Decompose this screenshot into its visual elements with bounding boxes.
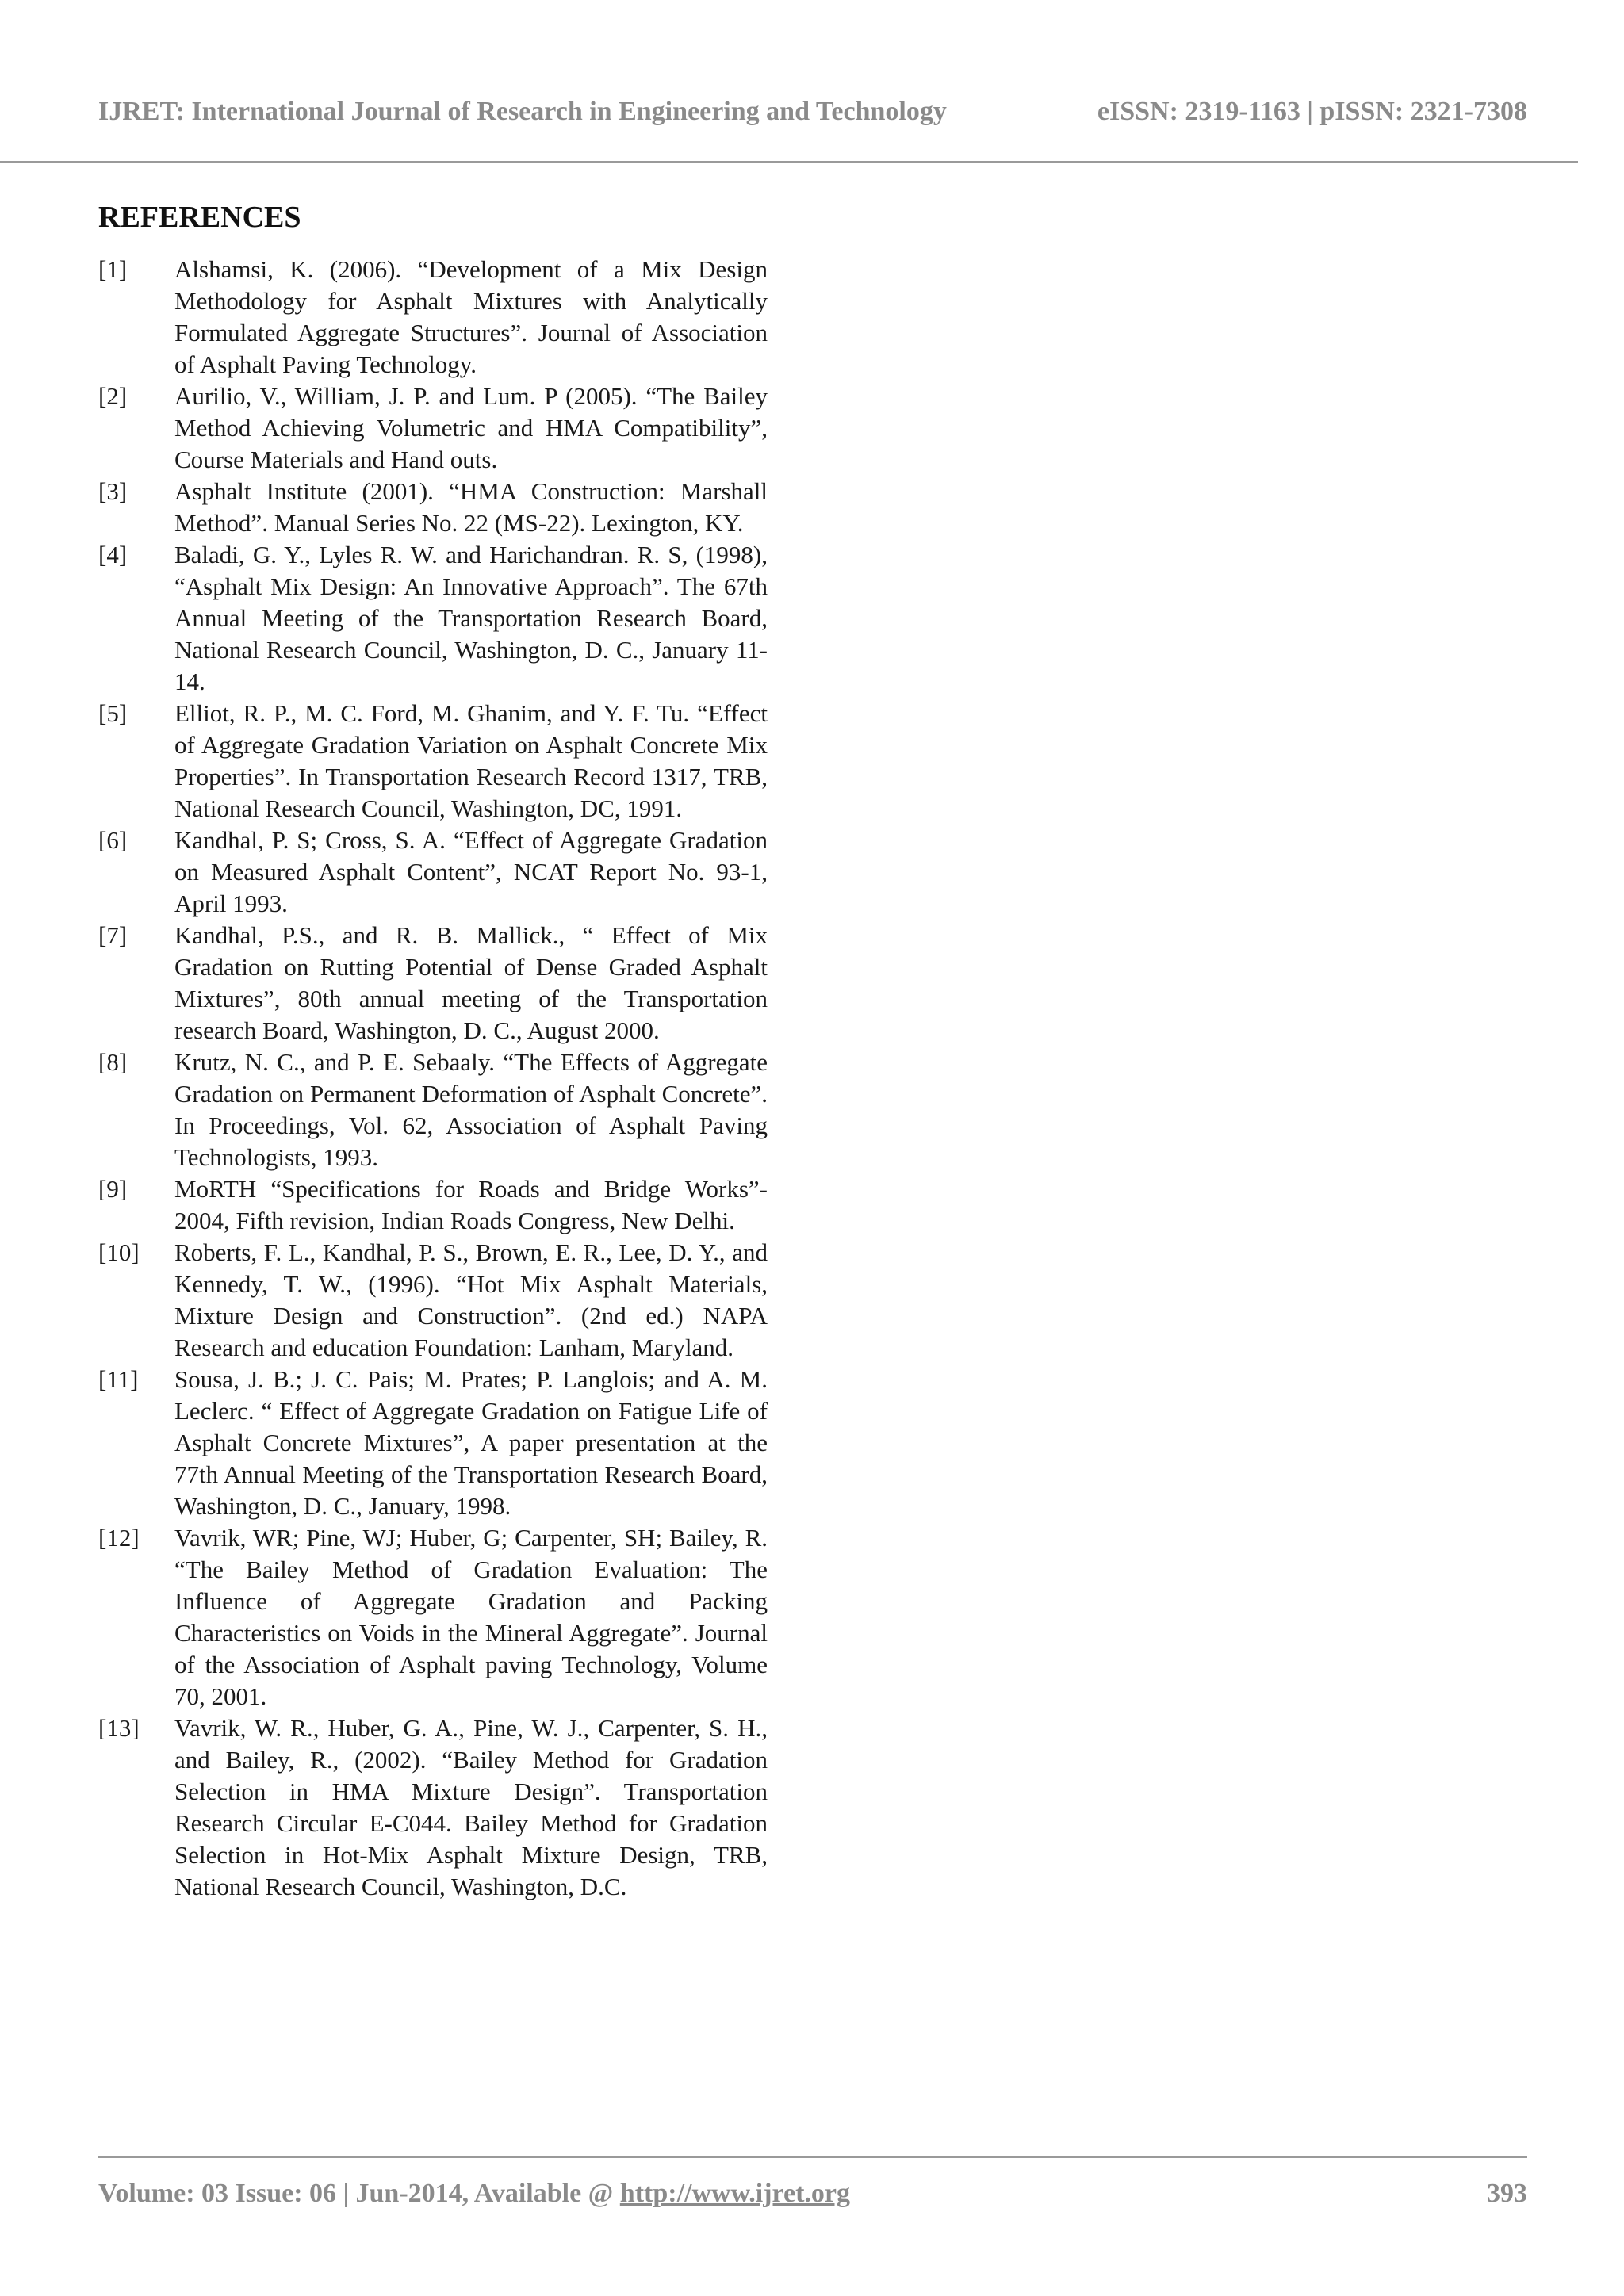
reference-item bbox=[98, 1237, 768, 1364]
reference-number: [6] bbox=[98, 826, 128, 854]
header-divider bbox=[0, 161, 1578, 163]
reference-number: [5] bbox=[98, 699, 128, 727]
reference-text: Alshamsi, K. (2006). “Development of a Mix Design Methodology for Asphalt Mixtures with Analytically Formulated Aggregate Structures”. Journal of Association of Asphalt Paving Technology. bbox=[174, 255, 768, 378]
reference-number: [1] bbox=[98, 255, 128, 283]
reference-text: Roberts, F. L., Kandhal, P. S., Brown, E. R., Lee, D. Y., and Kennedy, T. W., (1996). “Hot Mix Asphalt Materials, Mixture Design and Construction”. (2nd ed.) NAPA Research and education Foundation: Lanham, Maryland. bbox=[174, 1238, 768, 1361]
page-number: 393 bbox=[1487, 2179, 1527, 2208]
reference-item bbox=[98, 825, 768, 920]
reference-text: Vavrik, WR; Pine, WJ; Huber, G; Carpenter, SH; Bailey, R. “The Bailey Method of Gradation Evaluation: The Influence of Aggregate Gradation and Packing Characteristics on Voids in the Mineral Aggregate”. Journal of the Association of Asphalt paving Technology, Volume 70, 2001. bbox=[174, 1524, 768, 1710]
reference-text: Vavrik, W. R., Huber, G. A., Pine, W. J., Carpenter, S. H., and Bailey, R., (2002). “Bailey Method for Gradation Selection in HMA Mixture Design”. Transportation Research Circular E-C044. Bailey Method for Gradation Selection in Hot-Mix Asphalt Mixture Design, TRB, National Research Council, Washington, D.C. bbox=[174, 1714, 768, 1900]
reference-number: [9] bbox=[98, 1175, 128, 1203]
reference-item bbox=[98, 1522, 768, 1712]
reference-number: [2] bbox=[98, 382, 128, 410]
reference-item bbox=[98, 539, 768, 698]
reference-number: [3] bbox=[98, 477, 128, 505]
reference-item bbox=[98, 1173, 768, 1237]
reference-number: [8] bbox=[98, 1048, 128, 1076]
reference-item bbox=[98, 698, 768, 825]
reference-number: [7] bbox=[98, 921, 128, 949]
reference-item bbox=[98, 381, 768, 476]
reference-text: Baladi, G. Y., Lyles R. W. and Harichandran. R. S, (1998), “Asphalt Mix Design: An Innovative Approach”. The 67th Annual Meeting of the Transportation Research Board, National Research Council, Washington, D. C., January 11-14. bbox=[174, 541, 768, 695]
reference-text: Aurilio, V., William, J. P. and Lum. P (2005). “The Bailey Method Achieving Volumetric and HMA Compatibility”, Course Materials and Hand outs. bbox=[174, 382, 768, 473]
reference-text: Elliot, R. P., M. C. Ford, M. Ghanim, and Y. F. Tu. “Effect of Aggregate Gradation Variation on Asphalt Concrete Mix Properties”. In Transportation Research Record 1317, TRB, National Research Council, Washington, DC, 1991. bbox=[174, 699, 768, 822]
reference-item bbox=[98, 1047, 768, 1173]
reference-text: MoRTH “Specifications for Roads and Bridge Works”- 2004, Fifth revision, Indian Roads Congress, New Delhi. bbox=[174, 1175, 768, 1234]
volume-text: Volume: 03 Issue: 06 | Jun-2014, Available @ bbox=[98, 2179, 620, 2208]
reference-number: [12] bbox=[98, 1524, 140, 1552]
footer-volume-info bbox=[98, 2179, 850, 2209]
reference-text: Sousa, J. B.; J. C. Pais; M. Prates; P. Langlois; and A. M. Leclerc. “ Effect of Aggregate Gradation on Fatigue Life of Asphalt Concrete Mixtures”, A paper presentation at the 77th Annual Meeting of the Transportation Research Board, Washington, D. C., January, 1998. bbox=[174, 1365, 768, 1520]
reference-item bbox=[98, 920, 768, 1047]
reference-list bbox=[98, 254, 768, 1903]
reference-text: Asphalt Institute (2001). “HMA Construction: Marshall Method”. Manual Series No. 22 (MS-22). Lexington, KY. bbox=[174, 477, 768, 537]
page-footer bbox=[98, 2179, 1527, 2215]
journal-website-link[interactable]: http://www.ijret.org bbox=[619, 2179, 851, 2208]
page-header bbox=[98, 97, 1527, 135]
reference-item bbox=[98, 1712, 768, 1903]
reference-item bbox=[98, 1364, 768, 1522]
reference-text: Kandhal, P. S; Cross, S. A. “Effect of Aggregate Gradation on Measured Asphalt Content”, NCAT Report No. 93-1, April 1993. bbox=[174, 826, 768, 917]
issn-text: eISSN: 2319-1163 | pISSN: 2321-7308 bbox=[1097, 97, 1527, 126]
reference-number: [13] bbox=[98, 1714, 140, 1742]
reference-text: Krutz, N. C., and P. E. Sebaaly. “The Effects of Aggregate Gradation on Permanent Deformation of Asphalt Concrete”. In Proceedings, Vol. 62, Association of Asphalt Paving Technologists, 1993. bbox=[174, 1048, 768, 1171]
reference-number: [4] bbox=[98, 541, 128, 568]
reference-text: Kandhal, P.S., and R. B. Mallick., “ Effect of Mix Gradation on Rutting Potential of Dense Graded Asphalt Mixtures”, 80th annual meeting of the Transportation research Board, Washington, D. C., August 2000. bbox=[174, 921, 768, 1044]
reference-item bbox=[98, 254, 768, 381]
journal-title: IJRET: International Journal of Research in Engineering and Technology bbox=[98, 97, 947, 126]
footer-divider bbox=[98, 2156, 1527, 2158]
reference-number: [10] bbox=[98, 1238, 140, 1266]
references-heading: REFERENCES bbox=[98, 201, 301, 234]
reference-item bbox=[98, 476, 768, 539]
reference-number: [11] bbox=[98, 1365, 139, 1393]
